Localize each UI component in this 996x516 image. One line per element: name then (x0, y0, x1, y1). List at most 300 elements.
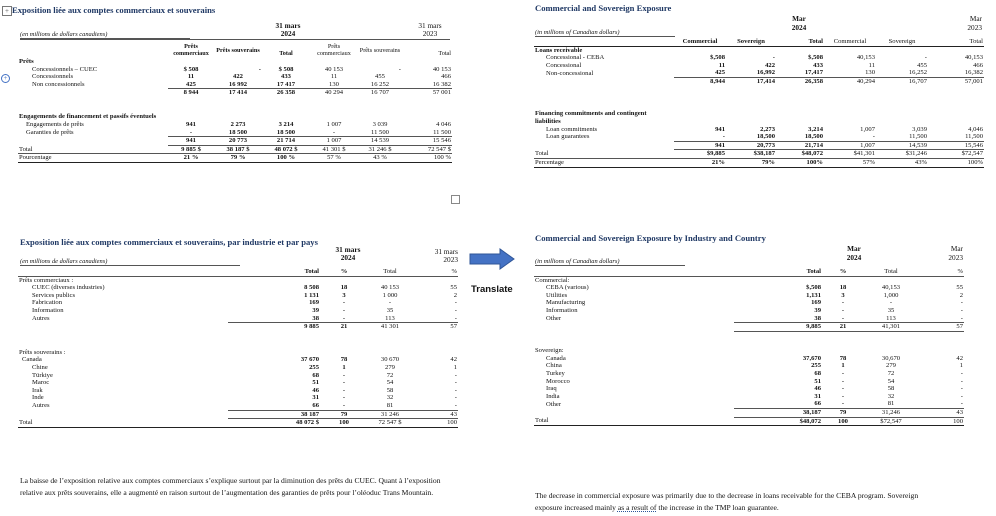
table-cell: Canada (22, 356, 42, 364)
table-cell (18, 331, 228, 349)
table-cell: - (342, 299, 346, 307)
table-cell: 32 (887, 392, 895, 400)
table-cell: 51 (312, 379, 319, 387)
table-row (18, 323, 458, 331)
table-cell: % (412, 268, 458, 276)
table-cell: 100% (928, 158, 984, 167)
table-cell: 16,707 (908, 77, 927, 85)
table-cell: Concessional - CEBA (546, 54, 605, 62)
table-cell: - (454, 371, 457, 379)
table-cell: - (841, 392, 845, 400)
table-cell: 20,773 (726, 141, 776, 150)
table-cell (674, 110, 726, 126)
table-cell (262, 113, 310, 121)
table-cell (262, 58, 310, 66)
table-cell (824, 46, 876, 54)
table-cell: 30,670 (881, 354, 901, 362)
table-cell: 1,007 (824, 141, 876, 150)
table-cell: 17 414 (228, 89, 248, 97)
table-cell: 16,252 (876, 69, 928, 77)
table-row (18, 97, 452, 113)
table-row (18, 331, 458, 349)
table-cell (168, 97, 214, 113)
table-cell: 1,007 (860, 125, 875, 133)
table-cell: 2 (959, 291, 963, 299)
table-cell: 57 (450, 323, 457, 331)
table-row (18, 81, 452, 89)
table-cell (534, 77, 674, 85)
table-cell: 100% (776, 158, 824, 167)
table-cell: 433 (281, 73, 291, 81)
table-cell: Percentage (534, 158, 674, 167)
table-cell: $72,547 (864, 417, 918, 426)
en-top-panel (532, 0, 992, 200)
table-cell: Inde (32, 394, 44, 402)
table-cell (534, 409, 734, 418)
table-row (534, 54, 984, 62)
table-row (534, 62, 984, 70)
table-cell: - (824, 133, 876, 141)
table-cell: Total (928, 38, 984, 46)
table-cell: 21% (674, 158, 726, 167)
table-cell: 40 153 (324, 65, 344, 73)
table-cell: 422 (233, 73, 243, 81)
table-cell: 57 % (310, 154, 358, 163)
table-cell: Prêts commerciaux (317, 43, 351, 57)
table-cell: 2,273 (760, 125, 775, 133)
table-cell (214, 97, 262, 113)
table-cell: 42 (956, 354, 963, 362)
table-cell: 1 (453, 363, 457, 371)
table-cell: 113 (864, 315, 918, 323)
table-cell (18, 97, 168, 113)
table-cell: 16 707 (370, 89, 390, 97)
table-cell (228, 331, 320, 349)
table-row (18, 284, 458, 292)
table-row (534, 362, 964, 370)
table-cell: 425 (168, 81, 214, 89)
table-cell: Non-concessional (546, 69, 594, 77)
fr-bottom-title: Exposition liée aux comptes commerciaux et souverains, par industrie et par pays (20, 237, 318, 247)
table-cell (734, 276, 822, 284)
table-cell: 38 (228, 315, 320, 323)
table-row (18, 364, 458, 372)
table-cell: 66 (228, 402, 320, 410)
circle-plus-icon[interactable]: + (1, 74, 10, 83)
table-cell: 26 358 (276, 89, 296, 97)
table-cell: 58 (887, 385, 895, 393)
table-cell: % (320, 268, 368, 276)
table-cell: 42 (450, 356, 457, 364)
table-cell: - (398, 65, 401, 73)
table-cell (18, 410, 228, 419)
table-cell: 16,992 (726, 69, 776, 77)
table-row (18, 372, 458, 380)
en-bottom-col-heads (534, 268, 964, 276)
table-cell (18, 323, 228, 331)
table-cell: 66 (734, 400, 822, 408)
table-cell: Chine (32, 363, 48, 371)
table-cell: 38 (734, 315, 822, 323)
table-cell: 48 072 $ (228, 419, 320, 428)
table-cell (262, 97, 310, 113)
table-cell: Morocco (546, 377, 570, 385)
table-cell (534, 331, 734, 347)
table-cell: 169 (309, 299, 319, 307)
table-cell: 35 (386, 306, 394, 314)
en-top-col-heads (534, 38, 984, 46)
table-cell: $,508 (808, 54, 823, 62)
table-cell: Utilities (546, 291, 568, 299)
fr-top-title: Exposition liée aux comptes commerciaux et souverains (12, 5, 216, 15)
table-cell: 11,500 (876, 133, 928, 141)
table-cell: 8 944 (183, 89, 199, 97)
table-cell (228, 349, 320, 357)
table-cell: 31 (312, 394, 319, 402)
table-cell: Prêts souverains (216, 46, 260, 54)
table-cell: 38 187 (228, 410, 320, 419)
table-cell: 1 000 (382, 291, 398, 299)
table-cell (358, 113, 402, 121)
table-cell: 37,670 (802, 354, 821, 362)
table-cell: Concessional (546, 61, 582, 69)
table-cell: Commercial (674, 38, 726, 46)
table-cell: 79 (822, 409, 864, 418)
table-cell: - (960, 299, 963, 307)
table-cell (822, 347, 864, 355)
table-cell: 11 (187, 73, 195, 81)
table-cell (726, 46, 776, 54)
table-cell: 455 (375, 73, 385, 81)
en-top-title: Commercial and Sovereign Exposure (535, 3, 672, 13)
table-cell: 941 (674, 141, 726, 150)
table-cell: Information (546, 306, 578, 314)
table-cell: 48 072 $ (262, 145, 310, 154)
en-bottom-note: The decrease in commercial exposure was primarily due to the decrease in loans receivable for the CEBA program. Sovereign exposure increased mainly as a result of the increase in the TMP loan guarantee. (535, 491, 919, 512)
table-cell: 40 153 (380, 284, 400, 292)
table-cell: CEBA (various) (546, 284, 589, 292)
table-cell: 57 (918, 323, 964, 332)
table-cell: Prêts souverains (359, 46, 401, 54)
table-cell: - (841, 370, 845, 378)
table-cell: 78 (340, 356, 348, 364)
table-cell: Türkiye (32, 371, 53, 379)
table-cell: 11 (330, 73, 338, 81)
table-cell: Other (546, 400, 562, 408)
en-bottom-sec-sov: Sovereign: (535, 347, 564, 355)
table-cell: 9,885 (734, 323, 822, 332)
table-cell (734, 331, 822, 347)
table-cell: 11 (868, 61, 875, 69)
table-cell: Maroc (32, 379, 50, 387)
table-cell: Concessionnels (32, 73, 74, 81)
table-cell: 18,500 (776, 133, 824, 141)
table-cell: $9,885 (674, 150, 726, 159)
table-cell: 113 (368, 315, 412, 323)
table-cell: 18 (340, 284, 348, 292)
table-cell: 40 153 (432, 65, 451, 73)
table-cell: 78 (839, 354, 847, 362)
table-cell (918, 331, 964, 347)
table-cell: 41 301 (380, 323, 400, 331)
table-cell: - (258, 65, 261, 73)
table-cell (168, 113, 214, 121)
table-cell: 279 (385, 363, 395, 371)
table-cell: 11,500 (928, 133, 984, 141)
fr-top-sec-commit: Engagements de financement et passifs éventuels (19, 112, 157, 120)
table-cell (168, 58, 214, 66)
table-row (18, 394, 458, 402)
table-cell (214, 58, 262, 66)
table-row (534, 393, 964, 401)
table-cell: 18 500 (214, 129, 262, 137)
table-cell: 1 (959, 362, 963, 370)
table-cell: Non concessionnels (32, 81, 85, 89)
move-handle-icon[interactable]: + (2, 6, 12, 16)
en-bottom-title: Commercial and Sovereign Exposure by Industry and Country (535, 233, 766, 243)
table-row (534, 307, 964, 315)
table-row (18, 145, 452, 154)
table-cell (674, 46, 726, 54)
table-cell (358, 97, 402, 113)
table-cell: 15 546 (402, 137, 452, 146)
table-cell: 16 382 (402, 81, 452, 89)
table-cell: 54 (386, 379, 394, 387)
table-cell: 31 (814, 392, 821, 400)
table-cell: Concessionnels – CUEC (32, 65, 98, 73)
en-bottom-sec-comm: Commercial: (535, 276, 570, 284)
table-cell: Loan commitments (546, 125, 598, 133)
table-cell: - (841, 299, 845, 307)
table-cell (534, 268, 734, 276)
table-cell (876, 46, 928, 54)
table-cell: 43% (876, 158, 928, 167)
table-cell: 31 246 $ (358, 145, 402, 154)
table-cell (726, 110, 776, 126)
table-cell: 941 (715, 125, 725, 133)
table-cell: 17,414 (756, 77, 775, 85)
table-cell: 11 500 (358, 129, 402, 137)
table-cell: 81 (864, 400, 918, 408)
table-cell: 455 (917, 61, 927, 69)
table-cell: $31,246 (876, 150, 928, 159)
table-cell: - (342, 386, 346, 394)
table-cell: $,508 (806, 284, 821, 292)
table-cell: - (388, 299, 392, 307)
table-cell: 466 (441, 73, 451, 81)
resize-handle-icon[interactable] (451, 195, 460, 204)
table-cell: 2 (453, 291, 457, 299)
table-cell: Total (279, 50, 293, 58)
table-cell: - (918, 400, 964, 408)
table-cell: 15,546 (928, 141, 984, 150)
en-top-date2: Mar 2023 (967, 14, 982, 32)
table-cell: Total (734, 268, 822, 276)
table-cell: 4,046 (968, 125, 983, 133)
table-cell: 20 773 (214, 137, 262, 146)
table-cell (368, 349, 412, 357)
table-cell (918, 347, 964, 355)
table-cell: 79 (320, 410, 368, 419)
table-row (534, 110, 984, 126)
table-row (534, 77, 984, 85)
fr-bottom-sec-sov: Prêts souverains : (19, 348, 66, 356)
table-cell: Total (864, 268, 918, 276)
table-cell: 43 (412, 410, 458, 419)
table-cell (928, 46, 984, 54)
table-cell: Engagements de prêts (26, 120, 84, 128)
table-cell (534, 86, 674, 110)
table-cell: 425 (674, 69, 726, 77)
table-cell: 14,539 (876, 141, 928, 150)
table-cell: - (960, 385, 963, 393)
table-cell (214, 113, 262, 121)
table-cell: 3 039 (372, 120, 388, 128)
table-cell: 100 % (262, 154, 310, 163)
table-cell: 35 (887, 306, 895, 314)
table-cell: - (342, 371, 346, 379)
fr-bottom-date1: 31 mars 2024 (335, 245, 361, 262)
table-cell: 16,382 (928, 69, 984, 77)
table-cell: Total (228, 268, 320, 276)
table-row (534, 46, 984, 54)
table-cell: 57% (824, 158, 876, 167)
table-cell: 8,944 (710, 77, 725, 85)
en-top-table (534, 38, 984, 168)
table-cell (876, 110, 928, 126)
table-cell: 279 (886, 362, 896, 370)
table-cell: 38,187 (734, 409, 822, 418)
table-row (534, 409, 964, 418)
en-top-sec-loans: Loans receivable (535, 46, 583, 54)
table-cell (310, 113, 358, 121)
table-cell: $41,301 (824, 150, 876, 159)
table-cell (824, 86, 876, 110)
table-cell (776, 46, 824, 54)
table-cell (776, 110, 824, 126)
table-cell (864, 347, 918, 355)
fr-bottom-sec-comm: Prêts commerciaux : (19, 276, 74, 284)
table-cell (368, 331, 412, 349)
table-cell: 4 046 (436, 120, 451, 128)
table-cell: Prêts commerciaux (173, 43, 209, 57)
table-row (534, 133, 984, 141)
table-cell: 17,417 (776, 69, 824, 77)
table-cell: Commercial (824, 38, 876, 46)
table-cell: % (918, 268, 964, 276)
table-cell: CUEC (diverses industries) (32, 284, 105, 292)
table-cell: 55 (450, 284, 457, 292)
table-cell: 130 (310, 81, 358, 89)
table-cell (320, 276, 368, 284)
table-cell (358, 58, 402, 66)
fr-top-sec-loans: Prêts (19, 58, 34, 65)
table-row (534, 284, 964, 292)
table-cell: 21 (340, 323, 348, 331)
table-row (534, 347, 964, 355)
en-bottom-table (534, 268, 964, 426)
table-cell: 16 992 (214, 81, 262, 89)
table-cell: - (960, 370, 963, 378)
table-cell: Total (368, 268, 412, 276)
table-cell (412, 331, 458, 349)
table-cell: - (454, 299, 457, 307)
translate-label: Translate (471, 284, 513, 295)
table-row (534, 126, 984, 134)
table-row (18, 276, 458, 284)
table-row (534, 315, 964, 323)
table-cell (824, 110, 876, 126)
table-cell: - (168, 129, 214, 137)
table-row (18, 89, 452, 97)
table-cell: 72 547 $ (368, 419, 412, 428)
table-cell: 3 (342, 291, 346, 299)
table-row (534, 355, 964, 363)
table-cell: 1 007 (326, 120, 342, 128)
table-cell: 46 (814, 385, 821, 393)
table-cell: 1,131 (806, 291, 821, 299)
table-cell: $,508 (710, 54, 725, 62)
table-cell: - (454, 306, 457, 314)
table-cell: Canada (546, 354, 566, 362)
fr-top-date2: 31 mars 2023 (418, 21, 442, 38)
table-cell (864, 331, 918, 347)
table-cell: - (320, 402, 368, 410)
table-cell: Sovereign (726, 38, 776, 46)
table-cell: 1 131 (304, 291, 319, 299)
table-cell: 40,153 (964, 54, 983, 62)
table-cell: 31,246 (864, 409, 918, 418)
table-cell: Iraq (546, 385, 557, 393)
table-cell: 17 417 (262, 81, 310, 89)
table-row (534, 150, 984, 159)
table-row (534, 378, 964, 386)
table-row (18, 129, 452, 137)
table-cell: - (822, 400, 864, 408)
translate-arrow-icon (468, 248, 516, 270)
table-cell: 39 (312, 306, 319, 314)
table-cell: - (320, 315, 368, 323)
table-cell: 1 (841, 362, 845, 370)
grammar-suggestion[interactable]: as a result of (617, 503, 657, 512)
table-cell: Information (32, 306, 64, 314)
table-cell: 21 % (168, 154, 214, 163)
table-cell (412, 276, 458, 284)
table-cell: 100 (320, 419, 368, 428)
table-cell: 21 (822, 323, 864, 332)
table-cell: 941 (168, 137, 214, 146)
fr-top-panel (0, 0, 470, 210)
table-row (18, 113, 452, 121)
table-cell: China (546, 362, 562, 370)
table-cell: 72 (887, 370, 895, 378)
table-row (534, 69, 984, 77)
table-cell: - (841, 306, 845, 314)
table-cell: 11 500 (402, 129, 452, 137)
table-cell (534, 38, 674, 46)
table-cell: - (674, 133, 726, 141)
table-cell: 1 (342, 363, 346, 371)
table-cell: 21 714 (262, 137, 310, 146)
table-cell: Total (776, 38, 824, 46)
fr-bottom-units: (en millions de dollars canadiens) (20, 258, 240, 266)
table-cell: 57 001 (432, 89, 451, 97)
table-row (18, 410, 458, 419)
table-cell: 100 (412, 419, 458, 428)
fr-bottom-note: La baisse de l’exposition relative aux comptes commerciaux s’explique surtout par la diminution des prêts du CUEC. Quant à l’exposition relative aux prêts souverains, elle a augmenté en raison surtout de l’augmentation des garanties de prêts pour l’oléoduc Trans Mountain. (20, 476, 441, 497)
table-cell: 3 (841, 291, 845, 299)
table-cell: 9 885 (304, 323, 319, 331)
